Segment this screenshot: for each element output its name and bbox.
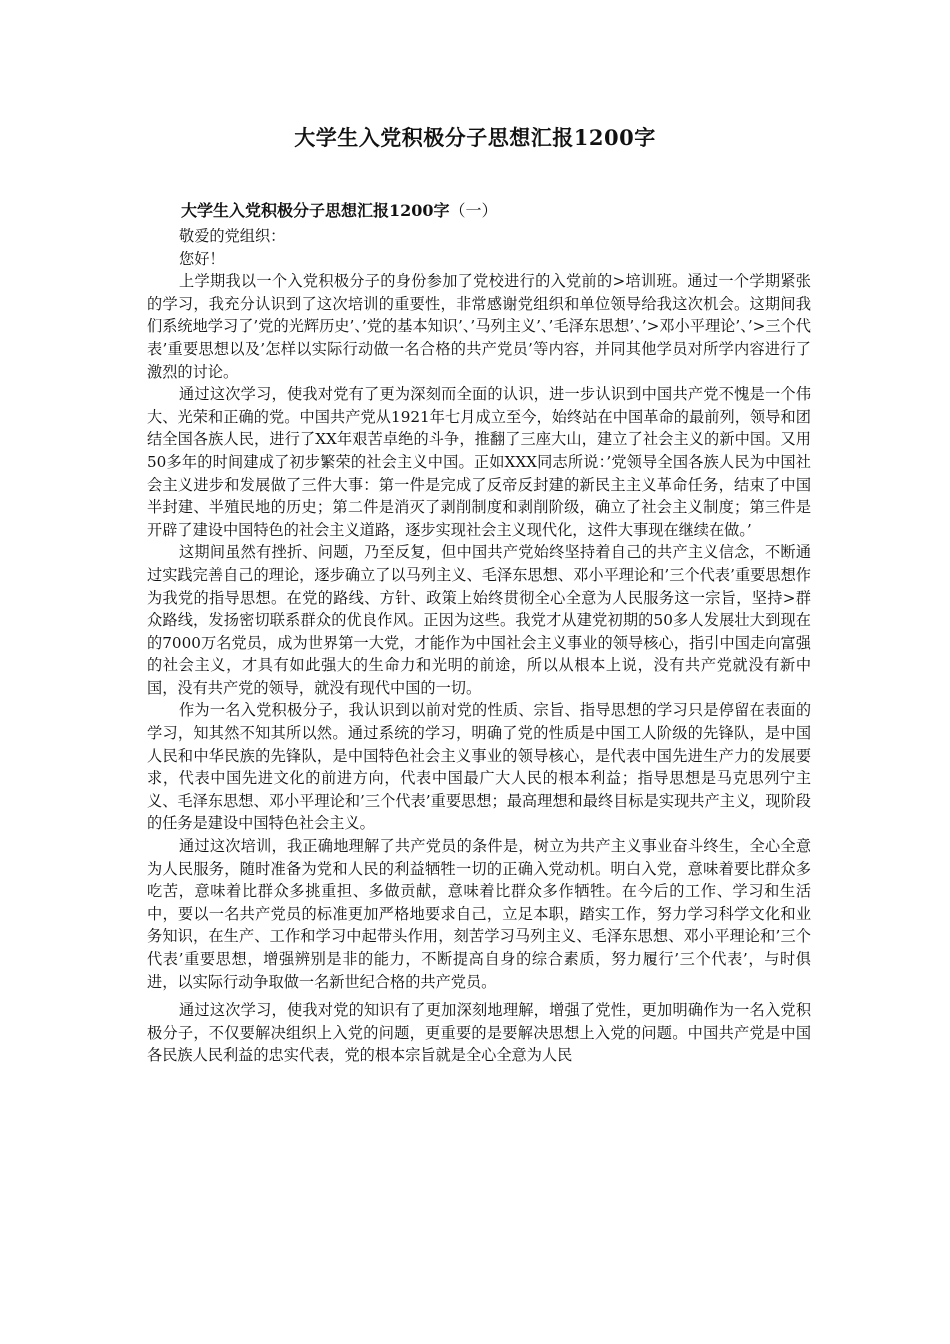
- section-heading: [181, 199, 811, 223]
- section-heading-suffix: （一）: [449, 201, 498, 220]
- paragraph-5: 通过这次培训，我正确地理解了共产党员的条件是，树立为共产主义事业奋斗终生，全心全意为人民服务，随时准备为党和人民的利益牺牲一切的正确入党动机。明白入党，意味着要比群众多吃苦，意味着比群众多挑重担、多做贡献，意味着比群众多作牺牲。在今后的工作、学习和生活中，要以一名共产党员的标准更加严格地要求自己，立足本职，踏实工作，努力学习科学文化和业务知识，在生产、工作和学习中起带头作用，刻苦学习马列主义、毛泽东思想、邓小平理论和’三个代表’重要思想，增强辨别是非的能力，不断提高自身的综合素质，努力履行’三个代表’，与时俱进，以实际行动争取做一名新世纪合格的共产党员。: [147, 837, 811, 991]
- greeting: 您好！: [179, 249, 225, 268]
- document-title: 大学生入党积极分子思想汇报1200字: [294, 125, 656, 150]
- document-body: [147, 199, 811, 1067]
- salutation: 敬爱的党组织：: [179, 227, 286, 245]
- section-heading-text: 大学生入党积极分子思想汇报1200字: [181, 201, 450, 220]
- paragraph-1: 上学期我以一个入党积极分子的身份参加了党校进行的入党前的>培训班。通过一个学期紧张的学习，我充分认识到了这次培训的重要性，非常感谢党组织和单位领导给我这次机会。这期间我们系统地学习了’党的光辉历史’、’党的基本知识’、’马列主义’、’毛泽东思想’、’>邓小平理论’、’>三个代表’重要思想以及’怎样以实际行动做一名合格的共产党员’等内容，并同其他学员对所学内容进行了激烈的讨论。: [147, 272, 811, 381]
- paragraph-4: 作为一名入党积极分子，我认识到以前对党的性质、宗旨、指导思想的学习只是停留在表面的学习，知其然不知其所以然。通过系统的学习，明确了党的性质是中国工人阶级的先锋队，是中国人民和中华民族的先锋队，是中国特色社会主义事业的领导核心，是代表中国先进生产力的发展要求，代表中国先进文化的前进方向，代表中国最广大人民的根本利益；指导思想是马克思列宁主义、毛泽东思想、邓小平理论和’三个代表’重要思想；最高理想和最终目标是实现共产主义，现阶段的任务是建设中国特色社会主义。: [147, 701, 811, 833]
- paragraph-3: 这期间虽然有挫折、问题，乃至反复，但中国共产党始终坚持着自己的共产主义信念，不断通过实践完善自己的理论，逐步确立了以马列主义、毛泽东思想、邓小平理论和’三个代表’重要思想作为我党的指导思想。在党的路线、方针、政策上始终贯彻全心全意为人民服务这一宗旨，坚持>群众路线，发扬密切联系群众的优良作风。正因为这些。我党才从建党初期的50多人发展壮大到现在的7000万名党员，成为世界第一大党，才能作为中国社会主义事业的领导核心，指引中国走向富强的社会主义，才具有如此强大的生命力和光明的前途，所以从根本上说，没有共产党就没有新中国，没有共产党的领导，就没有现代中国的一切。: [147, 543, 811, 697]
- paragraph-6: 通过这次学习，使我对党的知识有了更加深刻地理解，增强了党性，更加明确作为一名入党积极分子，不仅要解决组织上入党的问题，更重要的是要解决思想上入党的问题。中国共产党是中国各民族人民利益的忠实代表，党的根本宗旨就是全心全意为人民: [147, 1001, 811, 1065]
- paragraph-2: 通过这次学习，使我对党有了更为深刻而全面的认识，进一步认识到中国共产党不愧是一个伟大、光荣和正确的党。中国共产党从1921年七月成立至今，始终站在中国革命的最前列，领导和团结全国各族人民，进行了XX年艰苦卓绝的斗争，推翻了三座大山，建立了社会主义的新中国。又用50多年的时间建成了初步繁荣的社会主义中国。正如XXX同志所说：’党领导全国各族人民为中国社会主义进步和发展做了三件大事：第一件是完成了反帝反封建的新民主主义革命任务，结束了中国半封建、半殖民地的历史；第二件是消灭了剥削制度和剥削阶级，确立了社会主义制度；第三件是开辟了建设中国特色的社会主义道路，逐步实现社会主义现代化，这件大事现在继续在做。’: [147, 385, 811, 539]
